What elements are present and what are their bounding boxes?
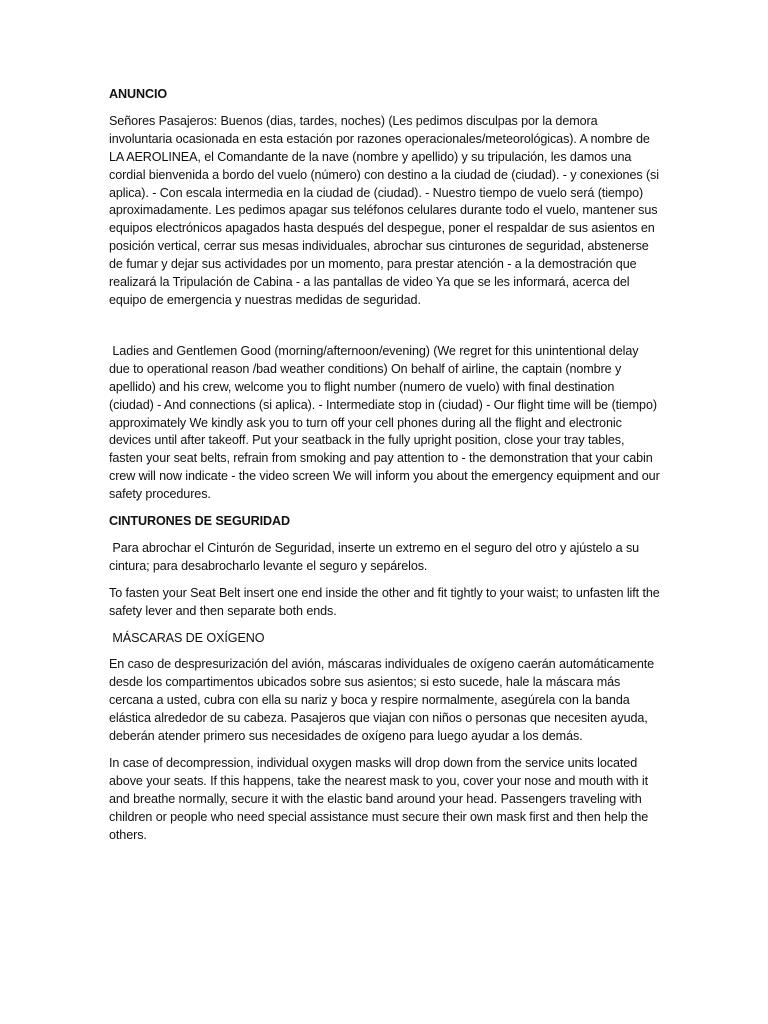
anuncio-heading: ANUNCIO	[109, 87, 168, 101]
mascaras-english-paragraph: In case of decompression, individual oxygen masks will drop down from the service units located above your seats. If this happens, take the nearest mask to you, cover your nose and mouth with it and breathe normally, secure it with the elastic band around your head. Passengers traveling with children or people who need special assistance must secure their own mask first and then help the others.	[109, 756, 649, 842]
mascaras-heading	[109, 630, 661, 648]
cinturones-heading: CINTURONES DE SEGURIDAD	[109, 514, 291, 529]
anuncio-english-paragraph	[109, 343, 661, 504]
anuncio-spanish-paragraph: Señores Pasajeros: Buenos (dias, tardes, noches) (Les pedimos disculpas por la demora involuntaria ocasionada en esta estación por razones operacionales/meteorológicas). A nombre de LA AEROLINEA, el Comandante de la nave (nombre y apellido) y su tripulación, les damos una cordial bienvenida a bordo del vuelo (número) con destino a la ciudad de (ciudad). - y conexiones (si aplica). - Con escala intermedia en la ciudad de (ciudad). - Nuestro tiempo de vuelo será (tiempo) aproximadamente. Les pedimos apagar sus teléfonos celulares durante todo el vuelo, mantener sus equipos electrónicos apagados hasta después del despegue, poner el respaldar de sus asientos en posición vertical, cerrar sus mesas individuales, abrochar sus cinturones de seguridad, abstenerse de fumar y dejar sus actividades por un momento, para prestar atención - a la demostración que realizará la Tripulación de Cabina - a las pantallas de video Ya que se les informará, acerca del equipo de emergencia y nuestras medidas de seguridad.	[109, 113, 659, 307]
document-page	[109, 86, 661, 854]
cinturones-spanish-text: Para abrochar el Cinturón de Seguridad, inserte un extremo en el seguro del otro y ajústelo a su cintura; para desabrocharlo levante el seguro y sepárelos.	[109, 540, 640, 573]
cinturones-english-paragraph: To fasten your Seat Belt insert one end inside the other and fit tightly to your waist; to unfasten lift the safety lever and then separate both ends.	[109, 585, 660, 618]
anuncio-english-text: Ladies and Gentlemen Good (morning/afternoon/evening) (We regret for this unintentional delay due to operational reason /bad weather conditions) On behalf of airline, the captain (nombre y apellido) and his crew, welcome you to flight number (numero de vuelo) with final destination (ciudad) - And connections (si aplica). - Intermediate stop in (ciudad) - Our flight time will be (tiempo) approximately We kindly ask you to turn off your cell phones during all the flight and electronic devices until after takeoff. Put your seatback in the fully upright position, close your tray tables, fasten your seat belts, refrain from smoking and pay attention to - the demonstration that your cabin crew will now indicate - the video screen We will inform you about the emergency equipment and our safety procedures.	[109, 343, 660, 502]
mascaras-spanish-paragraph: En caso de despresurización del avión, máscaras individuales de oxígeno caerán automáticamente desde los compartimentos ubicados sobre sus asientos; si esto sucede, hale la máscara más cercana a usted, cubra con ella su nariz y boca y respire normalmente, asegúrela con la banda elástica alrededor de su cabeza. Pasajeros que viajan con niños o personas que necesiten ayuda, deberán atender primero sus necesidades de oxígeno para luego ayudar a los demás.	[109, 657, 655, 744]
mascaras-heading-text: MÁSCARAS DE OXÍGENO	[112, 630, 265, 645]
cinturones-spanish-paragraph	[109, 540, 661, 576]
